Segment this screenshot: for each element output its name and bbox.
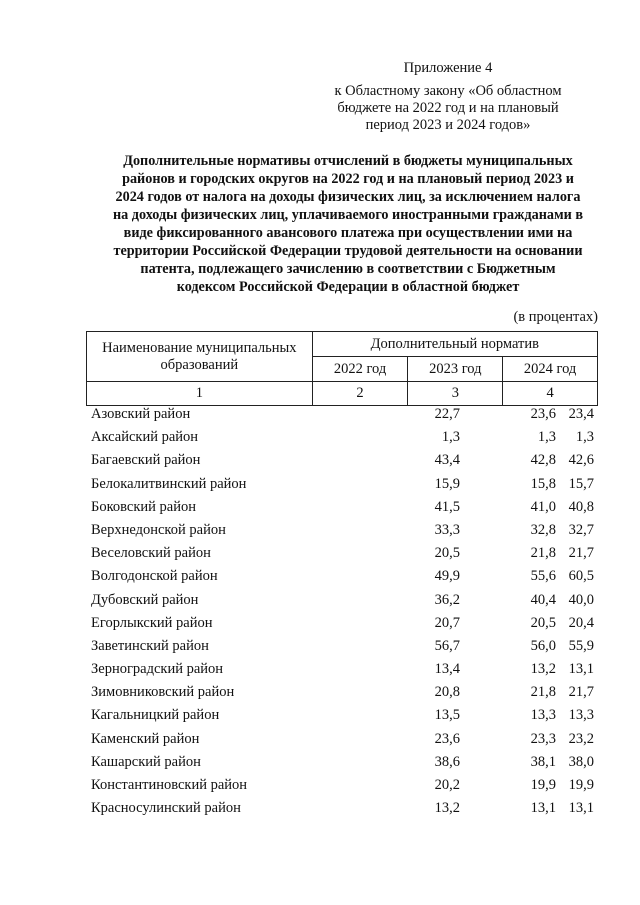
value-2023: 56,0 — [530, 637, 556, 654]
value-2024: 60,5 — [568, 568, 594, 585]
header-year-2023: 2023 год — [408, 357, 503, 382]
district-name: Красносулинский район — [91, 800, 241, 817]
table-row — [86, 775, 598, 798]
district-name: Азовский район — [91, 406, 191, 422]
table-row — [86, 752, 598, 775]
district-name: Зимовниковский район — [91, 684, 235, 701]
value-2023: 13,1 — [530, 800, 556, 817]
appendix-line: к Областному закону «Об областном — [334, 83, 562, 99]
table-row — [86, 543, 598, 566]
value-2023: 42,8 — [530, 452, 556, 469]
value-2024: 40,8 — [568, 498, 594, 515]
district-name: Зерноградский район — [91, 661, 224, 678]
column-number: 4 — [503, 382, 598, 406]
value-2024: 23,4 — [568, 406, 594, 422]
district-name: Дубовский район — [91, 591, 199, 608]
value-2024: 38,0 — [568, 753, 594, 770]
value-2023: 32,8 — [530, 521, 556, 538]
value-2023: 55,6 — [530, 568, 556, 585]
district-name: Константиновский район — [91, 777, 248, 793]
table-row — [86, 497, 598, 520]
table-row — [86, 450, 598, 473]
table-row — [86, 682, 598, 705]
table-row — [86, 659, 598, 682]
district-name: Аксайский район — [91, 429, 199, 446]
value-2023: 38,1 — [530, 753, 556, 770]
title-line: территории Российской Федерации трудовой деятельности на основании — [113, 243, 583, 259]
value-2023: 1,3 — [537, 429, 556, 446]
title-line: кодексом Российской Федерации в областной бюджет — [176, 279, 520, 295]
district-name: Волгодонской район — [91, 568, 218, 585]
value-2024: 19,9 — [568, 777, 594, 793]
value-2024: 21,7 — [568, 545, 594, 562]
appendix-line: период 2023 и 2024 годов» — [365, 117, 531, 133]
value-2022: 33,3 — [434, 521, 460, 538]
table-row — [86, 613, 598, 636]
value-2023: 40,4 — [530, 591, 556, 608]
value-2022: 20,5 — [434, 545, 460, 562]
value-2023: 13,2 — [530, 661, 556, 678]
value-2024: 42,6 — [568, 452, 594, 469]
value-2024: 23,2 — [568, 730, 594, 747]
value-2022: 41,5 — [434, 498, 460, 515]
district-name: Егорлыкский район — [91, 614, 213, 631]
value-2024: 20,4 — [568, 614, 594, 631]
value-2022: 20,7 — [434, 614, 460, 631]
header-year-2022: 2022 год — [312, 357, 408, 382]
header-group: Дополнительный норматив — [312, 332, 597, 357]
table-header — [86, 331, 598, 406]
district-name: Кашарский район — [91, 753, 201, 770]
unit-label: (в процентах) — [513, 309, 598, 325]
column-number: 1 — [87, 382, 313, 406]
value-2022: 38,6 — [434, 753, 460, 770]
value-2024: 1,3 — [575, 429, 594, 446]
table-row — [86, 705, 598, 728]
value-2022: 13,2 — [434, 800, 460, 817]
value-2024: 13,1 — [568, 661, 594, 678]
table-row — [86, 729, 598, 752]
value-2022: 13,5 — [434, 707, 460, 724]
value-2024: 13,3 — [568, 707, 594, 724]
column-number: 2 — [312, 382, 408, 406]
district-name: Боковский район — [91, 498, 196, 515]
district-name: Кагальницкий район — [91, 707, 220, 724]
title-line: 2024 годов от налога на доходы физических лиц, за исключением налога — [115, 189, 581, 205]
column-number: 3 — [408, 382, 503, 406]
value-2024: 13,1 — [568, 800, 594, 817]
title-line: районов и городских округов на 2022 год и на плановый период 2023 и — [122, 171, 574, 187]
value-2022: 20,8 — [434, 684, 460, 701]
value-2023: 23,6 — [530, 406, 556, 422]
appendix-line: бюджете на 2022 год и на плановый — [337, 100, 559, 116]
value-2023: 19,9 — [530, 777, 556, 793]
value-2023: 21,8 — [530, 545, 556, 562]
value-2022: 43,4 — [434, 452, 460, 469]
table-row — [86, 798, 598, 821]
table-row — [86, 404, 598, 427]
value-2023: 41,0 — [530, 498, 556, 515]
appendix-reference — [300, 60, 596, 134]
table-row — [86, 427, 598, 450]
value-2024: 32,7 — [568, 521, 594, 538]
title-line: на доходы физических лиц, уплачиваемого иностранными гражданами в — [112, 207, 584, 223]
table-row — [86, 474, 598, 497]
table-row — [86, 636, 598, 659]
table-body — [86, 404, 598, 821]
value-2022: 13,4 — [434, 661, 460, 678]
value-2024: 15,7 — [568, 475, 594, 492]
title-line: патента, подлежащего зачислению в соответствии с Бюджетным — [140, 261, 556, 277]
header-year-2024: 2024 год — [503, 357, 598, 382]
value-2022: 23,6 — [434, 730, 460, 747]
district-name: Белокалитвинский район — [91, 475, 247, 492]
district-name: Багаевский район — [91, 452, 201, 469]
title-line: виде фиксированного авансового платежа при осуществлении ими на — [123, 225, 573, 241]
value-2023: 20,5 — [530, 614, 556, 631]
title-line: Дополнительные нормативы отчислений в бюджеты муниципальных — [123, 153, 573, 169]
value-2024: 55,9 — [568, 637, 594, 654]
value-2024: 21,7 — [568, 684, 594, 701]
value-2022: 22,7 — [434, 406, 460, 422]
appendix-number: Приложение 4 — [403, 60, 493, 76]
value-2023: 15,8 — [530, 475, 556, 492]
value-2022: 15,9 — [434, 475, 460, 492]
value-2023: 23,3 — [530, 730, 556, 747]
district-name: Веселовский район — [91, 545, 211, 562]
district-name: Верхнедонской район — [91, 521, 226, 538]
value-2023: 13,3 — [530, 707, 556, 724]
value-2022: 1,3 — [441, 429, 460, 446]
table-row — [86, 590, 598, 613]
header-name: Наименование муниципальных образований — [87, 332, 313, 382]
value-2023: 21,8 — [530, 684, 556, 701]
table-row — [86, 520, 598, 543]
district-name: Каменский район — [91, 730, 200, 747]
value-2022: 20,2 — [434, 777, 460, 793]
value-2022: 49,9 — [434, 568, 460, 585]
table-row — [86, 566, 598, 589]
document-title — [88, 152, 608, 296]
value-2024: 40,0 — [568, 591, 594, 608]
value-2022: 56,7 — [434, 637, 460, 654]
district-name: Заветинский район — [91, 637, 209, 654]
value-2022: 36,2 — [434, 591, 460, 608]
